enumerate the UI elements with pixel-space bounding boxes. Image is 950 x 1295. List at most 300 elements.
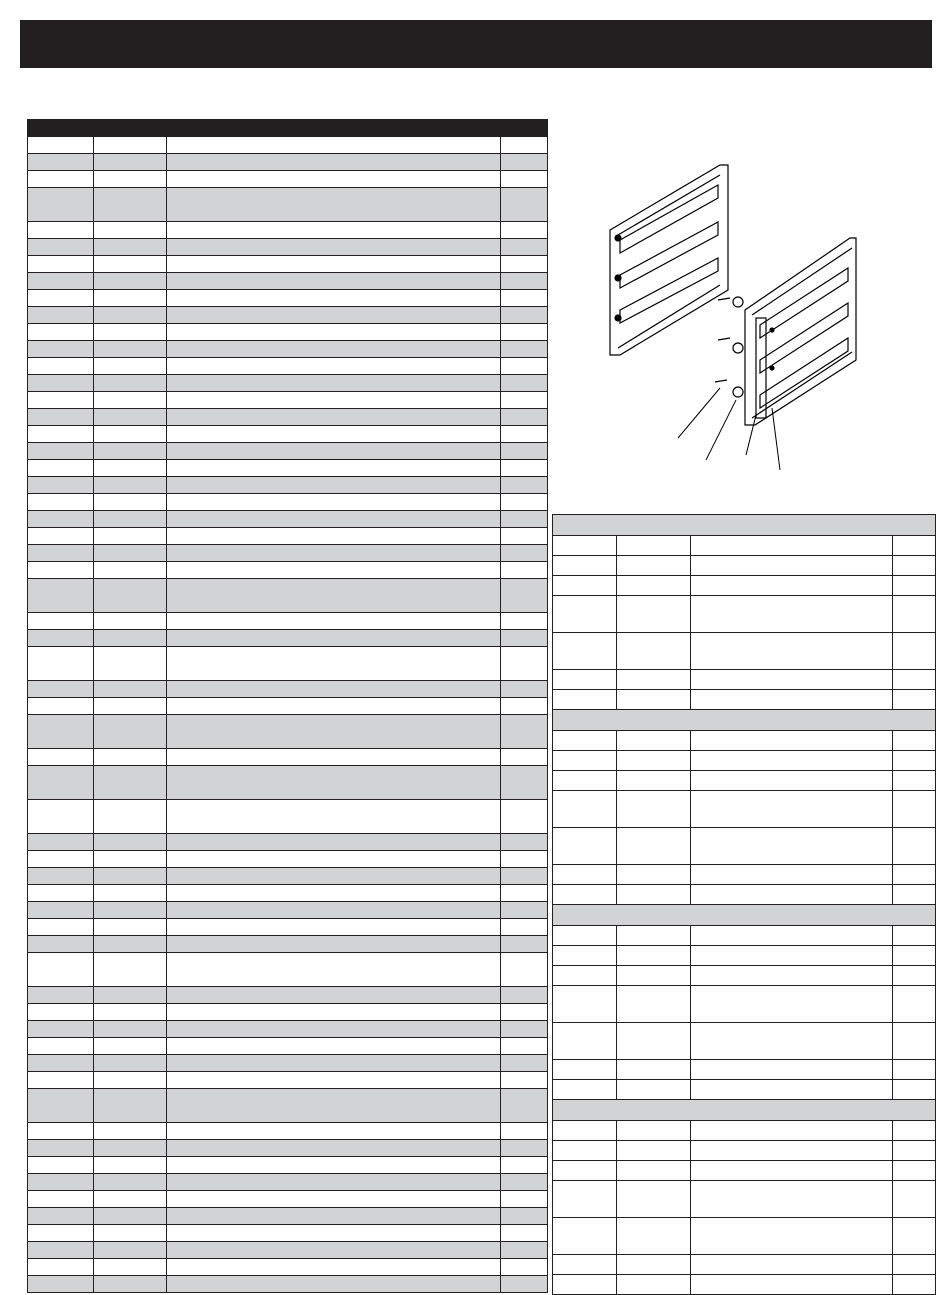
table-cell: [501, 766, 548, 800]
table-cell: [893, 731, 936, 751]
table-row: [28, 902, 548, 919]
table-cell: [167, 613, 501, 630]
table-row: [28, 1021, 548, 1038]
table-row: [28, 987, 548, 1004]
table-cell: [167, 307, 501, 324]
table-cell: [501, 222, 548, 239]
table-cell: [893, 791, 936, 828]
table-cell: [501, 834, 548, 851]
table-cell: [617, 771, 691, 791]
table-cell: [501, 902, 548, 919]
table-cell: [501, 171, 548, 188]
table-cell: [94, 885, 167, 902]
table-cell: [94, 477, 167, 494]
table-cell: [167, 902, 501, 919]
table-cell: [94, 273, 167, 290]
table-cell: [28, 460, 94, 477]
table-row: [553, 926, 936, 946]
table-cell: [94, 630, 167, 647]
section-header-row: [553, 905, 936, 926]
table-cell: [501, 341, 548, 358]
table-cell: [28, 885, 94, 902]
table-row: [553, 633, 936, 670]
table-cell: [94, 358, 167, 375]
table-cell: [28, 341, 94, 358]
table-cell: [553, 1080, 617, 1100]
table-cell: [691, 1023, 893, 1060]
table-cell: [501, 1072, 548, 1089]
page-header-banner: [20, 20, 932, 68]
table-cell: [94, 1174, 167, 1191]
table-cell: [893, 576, 936, 596]
table-cell: [501, 1157, 548, 1174]
table-row: [553, 576, 936, 596]
table-cell: [501, 273, 548, 290]
table-cell: [28, 154, 94, 171]
table-cell: [28, 239, 94, 256]
table-row: [28, 562, 548, 579]
table-cell: [167, 1021, 501, 1038]
table-cell: [553, 1275, 617, 1295]
table-row: [28, 409, 548, 426]
table-row: [28, 1191, 548, 1208]
table-row: [28, 273, 548, 290]
table-cell: [501, 647, 548, 681]
table-cell: [28, 902, 94, 919]
table-cell: [553, 865, 617, 885]
table-cell: [28, 307, 94, 324]
table-cell: [893, 1060, 936, 1080]
table-row: [28, 307, 548, 324]
table-cell: [167, 375, 501, 392]
table-cell: [28, 647, 94, 681]
table-row: [28, 681, 548, 698]
table-cell: [28, 1276, 94, 1293]
rail-assembly-diagram: [560, 150, 860, 480]
table-cell: [167, 494, 501, 511]
table-row: [28, 1174, 548, 1191]
table-cell: [94, 188, 167, 222]
table-cell: [28, 613, 94, 630]
table-row: [553, 771, 936, 791]
table-cell: [28, 1208, 94, 1225]
table-row: [28, 545, 548, 562]
table-cell: [893, 926, 936, 946]
table-cell: [553, 966, 617, 986]
table-row: [28, 154, 548, 171]
table-cell: [501, 630, 548, 647]
table-row: [28, 647, 548, 681]
table-cell: [501, 681, 548, 698]
table-row: [28, 834, 548, 851]
table-cell: [501, 1174, 548, 1191]
table-cell: [617, 536, 691, 556]
table-cell: [691, 926, 893, 946]
table-cell: [94, 545, 167, 562]
table-cell: [501, 851, 548, 868]
table-cell: [553, 885, 617, 905]
table-cell: [501, 443, 548, 460]
table-cell: [94, 613, 167, 630]
table-cell: [691, 791, 893, 828]
table-cell: [893, 670, 936, 690]
table-cell: [167, 987, 501, 1004]
table-cell: [167, 528, 501, 545]
table-cell: [28, 1089, 94, 1123]
table-cell: [94, 749, 167, 766]
table-cell: [28, 715, 94, 749]
table-cell: [617, 690, 691, 710]
table-cell: [167, 800, 501, 834]
table-row: [28, 1089, 548, 1123]
table-header-row: [28, 120, 548, 137]
table-cell: [893, 633, 936, 670]
table-cell: [167, 562, 501, 579]
table-cell: [501, 1089, 548, 1123]
table-cell: [691, 771, 893, 791]
table-cell: [28, 528, 94, 545]
table-cell: [501, 1276, 548, 1293]
table-row: [553, 828, 936, 865]
table-cell: [553, 1141, 617, 1161]
table-cell: [893, 596, 936, 633]
table-cell: [553, 731, 617, 751]
table-cell: [94, 137, 167, 154]
table-cell: [94, 1225, 167, 1242]
table-cell: [501, 290, 548, 307]
table-cell: [617, 1181, 691, 1218]
table-cell: [167, 885, 501, 902]
table-cell: [28, 1259, 94, 1276]
table-cell: [28, 409, 94, 426]
table-cell: [691, 966, 893, 986]
table-cell: [617, 1121, 691, 1141]
table-cell: [553, 670, 617, 690]
table-cell: [28, 630, 94, 647]
table-row: [553, 966, 936, 986]
table-cell: [94, 1038, 167, 1055]
table-cell: [28, 137, 94, 154]
table-cell: [501, 426, 548, 443]
table-cell: [167, 851, 501, 868]
table-cell: [501, 239, 548, 256]
table-cell: [94, 409, 167, 426]
table-cell: [501, 698, 548, 715]
table-cell: [617, 926, 691, 946]
table-cell: [617, 946, 691, 966]
table-row: [28, 1259, 548, 1276]
table-row: [28, 341, 548, 358]
table-cell: [94, 1242, 167, 1259]
table-cell: [617, 1080, 691, 1100]
table-cell: [167, 1174, 501, 1191]
table-cell: [553, 556, 617, 576]
table-cell: [94, 698, 167, 715]
table-cell: [28, 868, 94, 885]
table-cell: [893, 771, 936, 791]
table-cell: [167, 545, 501, 562]
table-cell: [28, 800, 94, 834]
table-cell: [167, 936, 501, 953]
table-cell: [28, 324, 94, 341]
table-cell: [501, 375, 548, 392]
table-cell: [501, 800, 548, 834]
table-cell: [167, 630, 501, 647]
table-cell: [893, 536, 936, 556]
table-cell: [167, 1140, 501, 1157]
table-cell: [28, 1021, 94, 1038]
table-cell: [28, 936, 94, 953]
table-row: [553, 1275, 936, 1295]
table-row: [553, 791, 936, 828]
table-row: [553, 596, 936, 633]
table-cell: [167, 511, 501, 528]
table-cell: [94, 154, 167, 171]
table-cell: [691, 731, 893, 751]
table-row: [28, 630, 548, 647]
table-row: [28, 1123, 548, 1140]
table-row: [28, 188, 548, 222]
table-cell: [501, 1021, 548, 1038]
table-cell: [553, 1023, 617, 1060]
table-cell: [167, 868, 501, 885]
table-cell: [28, 222, 94, 239]
table-cell: [617, 596, 691, 633]
table-cell: [501, 1123, 548, 1140]
table-cell: [617, 576, 691, 596]
table-cell: [691, 1181, 893, 1218]
table-cell: [94, 919, 167, 936]
table-cell: [167, 477, 501, 494]
table-cell: [28, 188, 94, 222]
table-cell: [28, 766, 94, 800]
table-cell: [617, 1023, 691, 1060]
table-row: [28, 171, 548, 188]
table-cell: [553, 1255, 617, 1275]
table-cell: [553, 576, 617, 596]
table-cell: [28, 919, 94, 936]
table-cell: [28, 681, 94, 698]
table-cell: [167, 1004, 501, 1021]
table-cell: [167, 1259, 501, 1276]
table-cell: [167, 766, 501, 800]
table-cell: [28, 987, 94, 1004]
table-cell: [167, 749, 501, 766]
table-cell: [553, 946, 617, 966]
table-cell: [553, 751, 617, 771]
table-cell: [617, 556, 691, 576]
table-cell: [28, 375, 94, 392]
table-cell: [94, 1089, 167, 1123]
table-cell: [691, 986, 893, 1023]
table-cell: [893, 1161, 936, 1181]
table-cell: [167, 341, 501, 358]
table-cell: [94, 902, 167, 919]
table-cell: [501, 562, 548, 579]
table-cell: [617, 828, 691, 865]
table-cell: [893, 865, 936, 885]
table-cell: [167, 1089, 501, 1123]
table-row: [553, 751, 936, 771]
table-row: [28, 477, 548, 494]
table-cell: [94, 1055, 167, 1072]
table-row: [553, 1023, 936, 1060]
table-row: [28, 766, 548, 800]
table-cell: [893, 1275, 936, 1295]
table-cell: [94, 494, 167, 511]
table-row: [28, 885, 548, 902]
table-row: [553, 1080, 936, 1100]
table-cell: [501, 749, 548, 766]
table-cell: [893, 1023, 936, 1060]
table-cell: [617, 731, 691, 751]
table-cell: [553, 926, 617, 946]
table-cell: [501, 307, 548, 324]
table-cell: [617, 966, 691, 986]
table-cell: [501, 936, 548, 953]
table-cell: [501, 1259, 548, 1276]
table-row: [28, 936, 548, 953]
table-row: [28, 800, 548, 834]
table-row: [553, 946, 936, 966]
table-cell: [501, 528, 548, 545]
table-row: [28, 460, 548, 477]
table-cell: [167, 1123, 501, 1140]
table-cell: [28, 511, 94, 528]
table-row: [28, 443, 548, 460]
table-cell: [553, 596, 617, 633]
table-cell: [167, 1055, 501, 1072]
table-cell: [28, 834, 94, 851]
table-cell: [28, 1191, 94, 1208]
table-row: [28, 1038, 548, 1055]
table-row: [28, 375, 548, 392]
table-cell: [617, 791, 691, 828]
table-row: [28, 749, 548, 766]
table-row: [28, 392, 548, 409]
table-cell: [167, 392, 501, 409]
table-cell: [94, 1072, 167, 1089]
table-cell: [28, 1157, 94, 1174]
table-cell: [691, 865, 893, 885]
table-cell: [167, 409, 501, 426]
table-cell: [617, 1255, 691, 1275]
table-cell: [94, 562, 167, 579]
table-cell: [501, 324, 548, 341]
table-row: [28, 1055, 548, 1072]
table-cell: [501, 715, 548, 749]
table-cell: [167, 1242, 501, 1259]
table-cell: [94, 324, 167, 341]
table-cell: [94, 290, 167, 307]
table-cell: [691, 1121, 893, 1141]
table-row: [28, 579, 548, 613]
table-cell: [94, 868, 167, 885]
table-row: [28, 222, 548, 239]
table-cell: [893, 1141, 936, 1161]
table-cell: [501, 1038, 548, 1055]
table-cell: [167, 256, 501, 273]
table-cell: [893, 1255, 936, 1275]
table-cell: [553, 986, 617, 1023]
table-cell: [893, 1121, 936, 1141]
table-cell: [501, 1055, 548, 1072]
table-cell: [617, 986, 691, 1023]
table-cell: [94, 681, 167, 698]
table-cell: [94, 834, 167, 851]
table-cell: [617, 633, 691, 670]
table-cell: [28, 1123, 94, 1140]
table-cell: [28, 290, 94, 307]
hardware-kit-table: [552, 514, 936, 1295]
table-cell: [28, 477, 94, 494]
table-cell: [167, 273, 501, 290]
table-row: [553, 865, 936, 885]
section-header-row: [553, 515, 936, 536]
table-cell: [94, 579, 167, 613]
table-row: [28, 868, 548, 885]
table-cell: [617, 1218, 691, 1255]
table-row: [553, 885, 936, 905]
table-cell: [28, 1242, 94, 1259]
table-cell: [617, 885, 691, 905]
table-cell: [167, 239, 501, 256]
table-cell: [94, 460, 167, 477]
table-cell: [553, 1161, 617, 1181]
table-cell: [501, 545, 548, 562]
table-cell: [691, 885, 893, 905]
table-cell: [691, 536, 893, 556]
table-cell: [28, 273, 94, 290]
table-cell: [501, 477, 548, 494]
table-cell: [501, 1004, 548, 1021]
table-cell: [553, 536, 617, 556]
table-cell: [893, 966, 936, 986]
table-row: [28, 324, 548, 341]
parts-list-table: [27, 119, 548, 1293]
table-row: [553, 1255, 936, 1275]
table-row: [28, 1242, 548, 1259]
table-cell: [28, 698, 94, 715]
table-cell: [167, 222, 501, 239]
table-cell: [167, 443, 501, 460]
table-cell: [94, 1259, 167, 1276]
table-cell: [167, 1191, 501, 1208]
table-cell: [617, 865, 691, 885]
table-cell: [553, 1060, 617, 1080]
table-cell: [28, 256, 94, 273]
table-cell: [553, 633, 617, 670]
table-row: [28, 715, 548, 749]
table-row: [28, 494, 548, 511]
table-row: [28, 919, 548, 936]
table-cell: [167, 579, 501, 613]
table-row: [553, 670, 936, 690]
table-cell: [691, 1080, 893, 1100]
table-cell: [167, 426, 501, 443]
table-cell: [893, 1080, 936, 1100]
table-cell: [167, 953, 501, 987]
table-cell: [691, 828, 893, 865]
table-cell: [501, 137, 548, 154]
section-header-row: [553, 1100, 936, 1121]
table-cell: [553, 771, 617, 791]
table-row: [28, 358, 548, 375]
table-cell: [893, 1181, 936, 1218]
table-cell: [94, 239, 167, 256]
table-row: [553, 1060, 936, 1080]
table-cell: [893, 690, 936, 710]
